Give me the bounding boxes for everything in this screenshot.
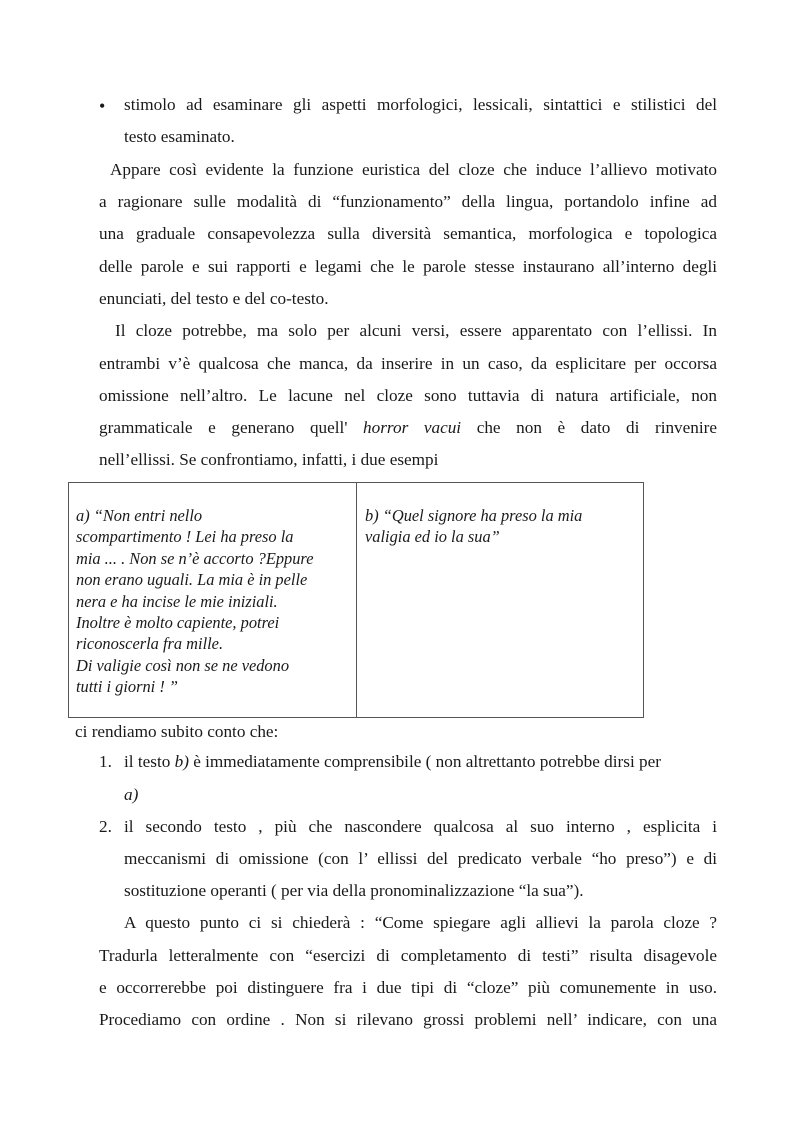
para2-line-4-start: grammaticale e generano quell' — [99, 418, 348, 437]
para2-line-1: Il cloze potrebbe, ma solo per alcuni versi, essere apparentato con l’ellissi. In — [115, 321, 717, 340]
example-a-line: non erano uguali. La mia è in pelle — [76, 570, 308, 590]
list-item-1-number: 1. — [99, 752, 112, 771]
table-column-divider — [356, 483, 357, 717]
example-b-line: valigia ed io la sua” — [365, 527, 500, 547]
example-b-cell — [365, 505, 640, 548]
bullet-line-1: stimolo ad esaminare gli aspetti morfologici, lessicali, sintattici e stilistici del — [124, 95, 717, 114]
para1-line-1: Appare così evidente la funzione euristica del cloze che induce l’allievo motivato — [110, 160, 717, 179]
examples-table — [68, 482, 644, 718]
para3-line-4: Procediamo con ordine . Non si rilevano grossi problemi nell’ indicare, con una — [99, 1010, 717, 1029]
example-a-line: Di valigie così non se ne vedono — [76, 655, 290, 675]
example-a-line: scompartimento ! Lei ha preso la — [76, 527, 294, 547]
para1-line-3: una graduale consapevolezza sulla diversità semantica, morfologica e topologica — [99, 224, 717, 243]
example-a-line: Inoltre è molto capiente, potrei — [76, 613, 280, 633]
list-item-2-line-1: il secondo testo , più che nascondere qualcosa al suo interno , esplicita i — [124, 817, 717, 836]
para2-line-2: entrambi v’è qualcosa che manca, da inserire in un caso, da esplicitare per occorsa — [99, 354, 717, 373]
para3-line-2: Tradurla letteralmente con “esercizi di completamento di testi” risulta disagevole — [99, 946, 717, 965]
list-item-2-number: 2. — [99, 817, 112, 836]
horror-vacui-italic: horror vacui — [363, 418, 462, 437]
para1-line-4: delle parole e sui rapporti e legami che le parole stesse instaurano all’interno degli — [99, 257, 717, 276]
para1-line-5: enunciati, del testo e del co-testo. — [99, 289, 329, 308]
para3-line-1: A questo punto ci si chiederà : “Come spiegare agli allievi la parola cloze ? — [124, 913, 717, 932]
list-item-2-line-2: meccanismi di omissione (con l’ ellissi del predicato verbale “ho preso”) e di — [124, 849, 717, 868]
para2-line-3: omissione nell’altro. Le lacune nel cloze sono tuttavia di natura artificiale, non — [99, 386, 717, 405]
bullet-symbol: • — [99, 96, 106, 116]
bullet-line-2: testo esaminato. — [124, 127, 235, 146]
after-table-text: ci rendiamo subito conto che: — [75, 722, 279, 741]
example-a-line: a) “Non entri nello — [76, 506, 203, 525]
para2-line-4 — [99, 418, 717, 438]
list-item-2-line-3: sostituzione operanti ( per via della pronominalizzazione “la sua”). — [124, 881, 584, 900]
para2-line-4-end: che non è dato di rinvenire — [476, 418, 718, 437]
example-a-line: riconoscerla fra mille. — [76, 634, 224, 654]
example-a-line: nera e ha incise le mie iniziali. — [76, 591, 278, 611]
list-item-1-end: è immediatamente comprensibile ( non altrettanto potrebbe dirsi per — [193, 752, 661, 771]
para3-line-3: e occorrerebbe poi distinguere fra i due tipi di “cloze” più comunemente in uso. — [99, 978, 717, 997]
list-item-1-line-2-italic: a) — [124, 785, 139, 804]
para2-line-5: nell’ellissi. Se confrontiamo, infatti, i due esempi — [99, 450, 439, 469]
example-a-cell — [76, 505, 351, 698]
list-item-1-line-2 — [124, 785, 138, 805]
list-item-1-italic: b) — [174, 752, 189, 771]
para1-line-2: a ragionare sulle modalità di “funzionamento” della lingua, portandolo infine ad — [99, 192, 717, 211]
example-a-line: tutti i giorni ! ” — [76, 677, 179, 697]
list-item-1-start: il testo — [124, 752, 171, 771]
list-item-1-line-1 — [124, 752, 661, 772]
example-a-line: mia ... . Non se n’è accorto ?Eppure — [76, 548, 314, 568]
example-b-line: b) “Quel signore ha preso la mia — [365, 506, 583, 525]
